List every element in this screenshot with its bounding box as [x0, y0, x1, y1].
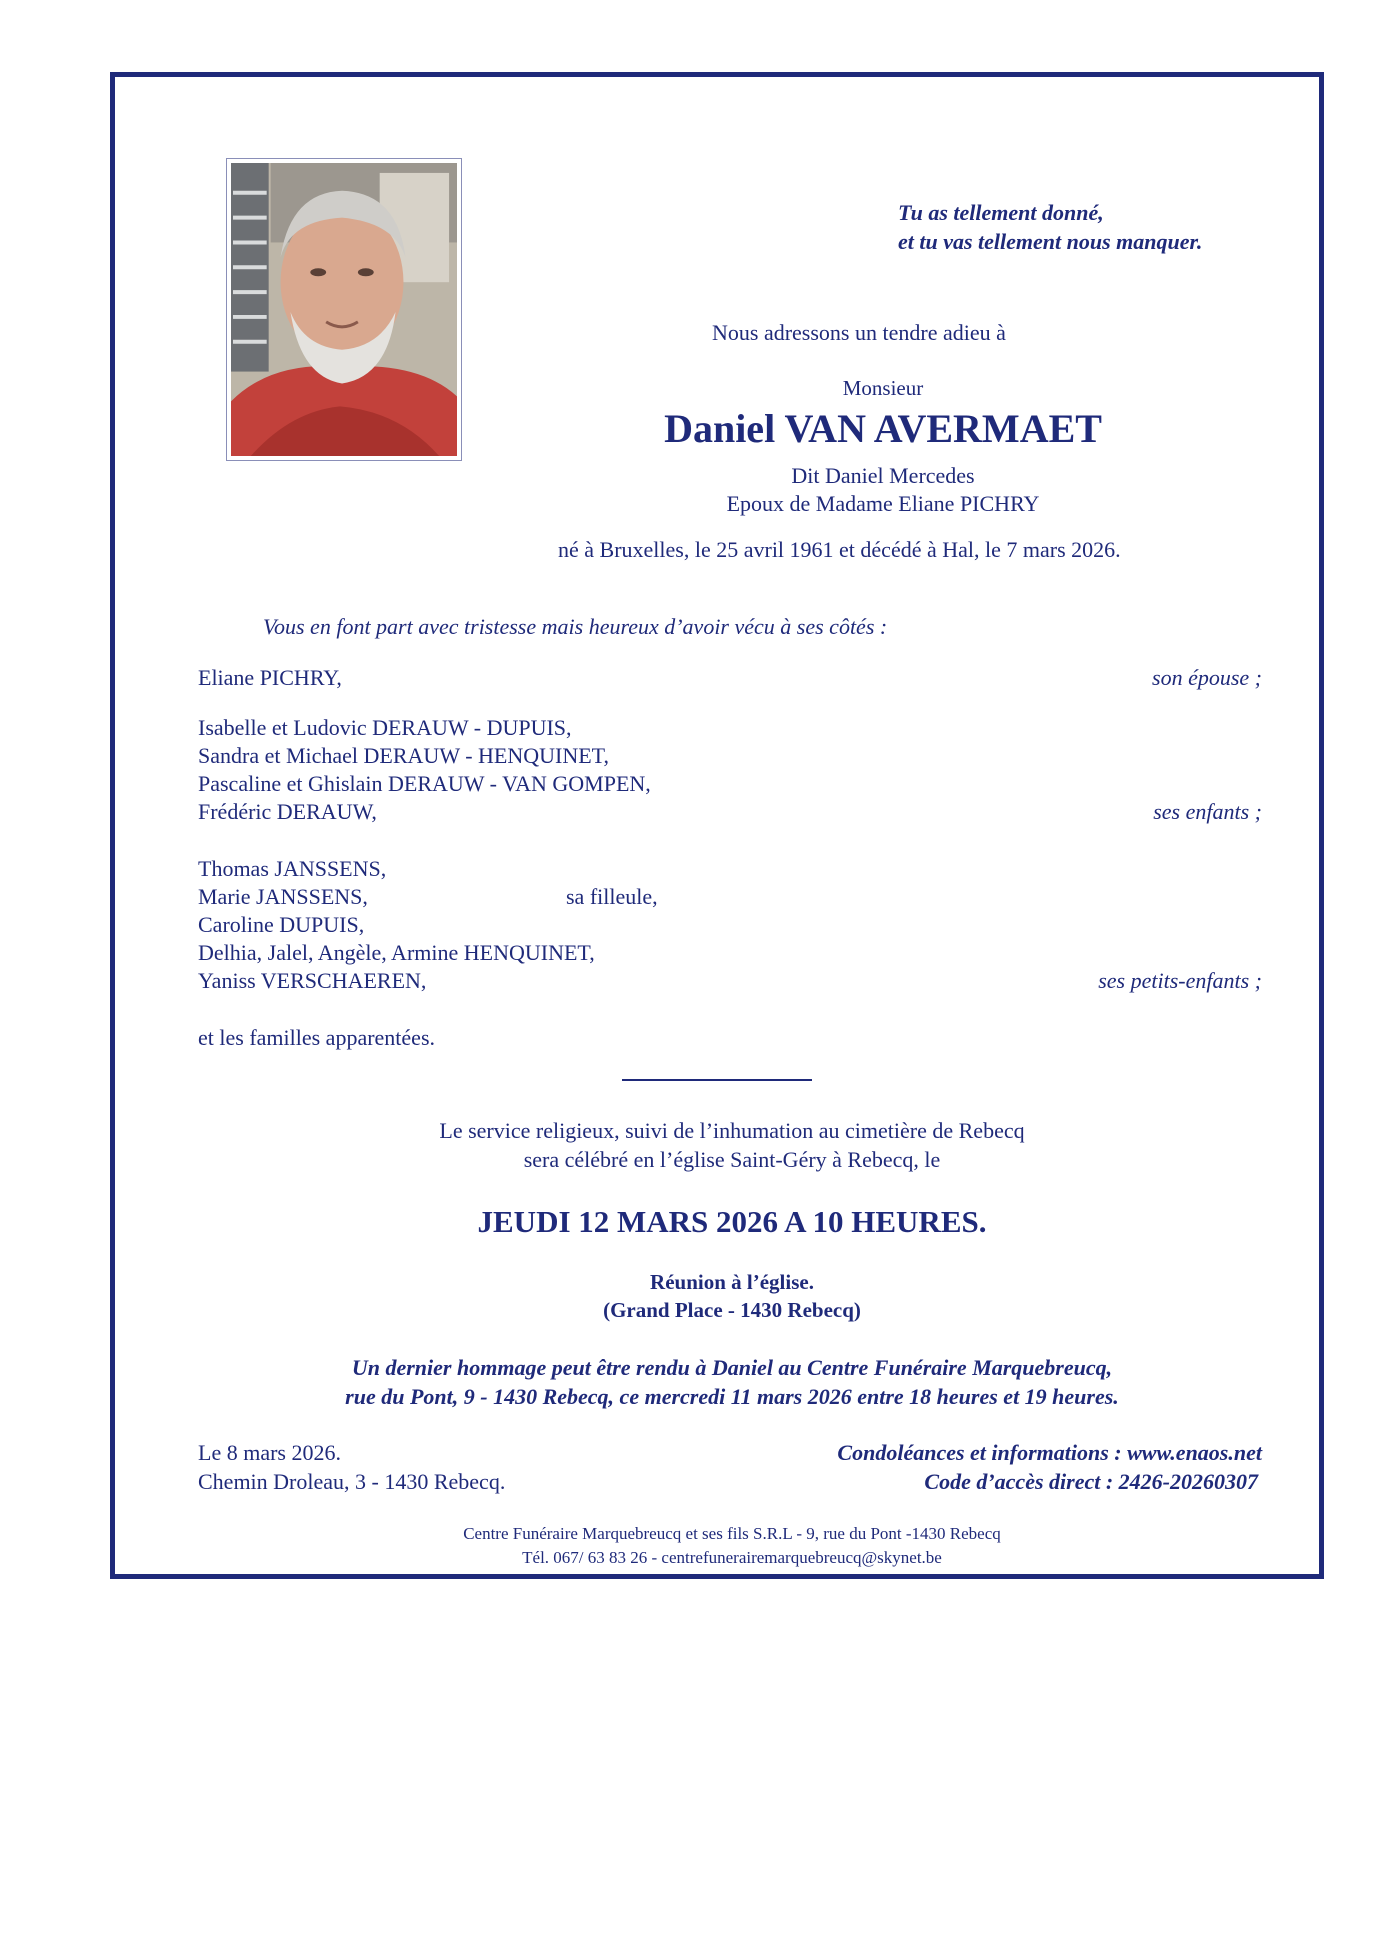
goddaughter-note: sa filleule, — [566, 884, 658, 909]
family-grandchild-row — [198, 967, 1262, 995]
family-child-name: Frédéric DERAUW, — [198, 799, 377, 824]
quote-line-2: et tu vas tellement nous manquer. — [898, 229, 1203, 254]
tribute-line-2: rue du Pont, 9 - 1430 Rebecq, ce mercredi 11 mars 2026 entre 18 heures et 19 heures. — [345, 1384, 1119, 1409]
family-grandchild-name: Yaniss VERSCHAEREN, — [198, 968, 427, 993]
family-child-name: Isabelle et Ludovic DERAUW - DUPUIS, — [198, 715, 572, 740]
birth-death-dates: né à Bruxelles, le 25 avril 1961 et décédé à Hal, le 7 mars 2026. — [558, 537, 1121, 562]
family-child-row — [198, 798, 1262, 826]
family-others: et les familles apparentées. — [198, 1025, 436, 1050]
family-address: Chemin Droleau, 3 - 1430 Rebecq. — [198, 1469, 506, 1494]
letter-date: Le 8 mars 2026. — [198, 1440, 341, 1465]
family-grandchild-name: Delhia, Jalel, Angèle, Armine HENQUINET, — [198, 940, 595, 965]
deceased-name: Daniel VAN AVERMAET — [664, 406, 1102, 451]
service-line-2: sera célébré en l’église Saint-Géry à Rebecq, le — [523, 1147, 941, 1172]
deceased-nickname: Dit Daniel Mercedes — [791, 463, 975, 488]
access-code: Code d’accès direct : 2426-20260307 — [924, 1469, 1258, 1494]
family-spouse-name: Eliane PICHRY, — [198, 665, 342, 690]
family-child-row — [198, 770, 1262, 798]
family-grandchild-name: Caroline DUPUIS, — [198, 912, 365, 937]
quote-line-1: Tu as tellement donné, — [898, 200, 1104, 225]
deceased-spouse: Epoux de Madame Eliane PICHRY — [726, 491, 1040, 516]
meeting-line-2: (Grand Place - 1430 Rebecq) — [603, 1298, 861, 1322]
relation-spouse: son épouse ; — [1152, 665, 1262, 690]
family-others-row — [198, 1024, 1262, 1052]
meeting-line-1: Réunion à l’église. — [650, 1270, 814, 1294]
family-grandchild-row — [198, 883, 1262, 911]
family-child-name: Sandra et Michael DERAUW - HENQUINET, — [198, 743, 609, 768]
funeral-home-line-2: Tél. 067/ 63 83 26 - centrefunerairemarquebreucq@skynet.be — [522, 1548, 942, 1567]
service-datetime: JEUDI 12 MARS 2026 A 10 HEURES. — [477, 1204, 987, 1239]
family-grandchild-name: Marie JANSSENS, — [198, 884, 368, 909]
condolences-website[interactable]: Condoléances et informations : www.enaos.net — [837, 1440, 1262, 1465]
portrait-photo — [226, 158, 462, 461]
section-divider — [622, 1079, 812, 1081]
tribute-line-1: Un dernier hommage peut être rendu à Daniel au Centre Funéraire Marquebreucq, — [351, 1355, 1113, 1380]
funeral-home-line-1: Centre Funéraire Marquebreucq et ses fils S.R.L - 9, rue du Pont -1430 Rebecq — [463, 1524, 1001, 1543]
family-child-row — [198, 714, 1262, 742]
family-grandchild-name: Thomas JANSSENS, — [198, 856, 387, 881]
service-line-1: Le service religieux, suivi de l’inhumation au cimetière de Rebecq — [439, 1118, 1025, 1143]
family-spouse-row — [198, 664, 1262, 692]
family-grandchild-row — [198, 855, 1262, 883]
deceased-title: Monsieur — [842, 376, 924, 400]
intro-text: Nous adressons un tendre adieu à — [712, 320, 1006, 345]
relation-grandchildren: ses petits-enfants ; — [1098, 968, 1262, 993]
relation-children: ses enfants ; — [1153, 799, 1262, 824]
announcement-text: Vous en font part avec tristesse mais heureux d’avoir vécu à ses côtés : — [263, 614, 888, 639]
family-grandchild-row — [198, 939, 1262, 967]
family-child-row — [198, 742, 1262, 770]
family-grandchild-row — [198, 911, 1262, 939]
family-child-name: Pascaline et Ghislain DERAUW - VAN GOMPEN, — [198, 771, 651, 796]
